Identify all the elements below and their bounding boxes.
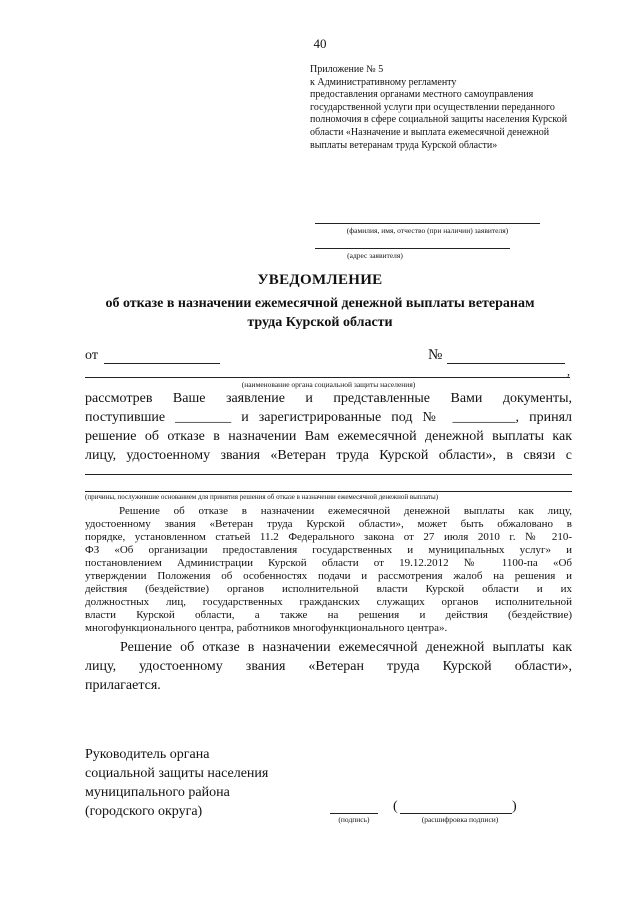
- appeal-line: власти Курской области, а также на решения и действия (бездействие): [85, 609, 572, 621]
- applicant-name-line[interactable]: [315, 223, 540, 224]
- org-field-line[interactable]: [85, 377, 570, 378]
- body-line: решение об отказе в назначении Вам ежемесячной денежной выплаты как: [85, 429, 572, 444]
- document-title: УВЕДОМЛЕНИЕ: [257, 272, 383, 288]
- body-line: Решение об отказе в назначении ежемесячной денежной выплаты как: [120, 640, 572, 655]
- from-field-line[interactable]: [104, 363, 220, 364]
- document-subtitle-line2: труда Курской области: [247, 315, 393, 330]
- signature-line: Руководитель органа: [85, 747, 210, 762]
- signature-line: социальной защиты населения: [85, 766, 269, 781]
- signature-title: [85, 745, 268, 821]
- decode-caption: (расшифровка подписи): [421, 815, 499, 824]
- appeal-line: постановлением Администрации Курской области от 19.12.2012 № 1100-па «Об: [85, 557, 572, 569]
- appeal-line: порядке, установленном статьей 11.2 Федерального закона от 27 июля 2010 г. № 210-: [85, 531, 572, 543]
- appeal-line: многофункционального центра, работников многофункционального центра».: [85, 622, 448, 634]
- body-line: лицу, удостоенному звания «Ветеран труда Курской области»,: [85, 659, 572, 674]
- signature-line: (городского округа): [85, 804, 203, 819]
- appeal-paragraph: [85, 505, 572, 635]
- appendix-line: Приложение № 5: [310, 64, 384, 75]
- decode-field-line[interactable]: [400, 813, 512, 814]
- appeal-line: ФЗ «Об организации предоставления государственных и муниципальных услуг» и: [85, 544, 572, 556]
- appeal-line: действия (бездействие) органов исполнительной власти Курской области и их: [85, 583, 572, 595]
- appeal-line: утверждении Положения об особенностях подачи и рассмотрения жалоб на решения и: [85, 570, 572, 582]
- appendix-line: области «Назначение и выплата ежемесячной денежной: [310, 126, 550, 138]
- appendix-line: выплаты ветеранам труда Курской области»: [310, 139, 498, 151]
- signature-field-line[interactable]: [330, 813, 378, 814]
- applicant-address-caption: (адрес заявителя): [347, 251, 403, 260]
- document-page: 40 Приложение № 5 к Административному регламенту предоставления органами местного самоуправления государственной услуги при осуществлении переданного полномочия в сфере социальной защиты населения Курской области «Назначение и выплата ежемесячной денежной выплаты ветеранам труда Курской области» (фамилия, имя, отчество (при наличии) заявителя) (адрес заявителя) УВЕДОМЛЕНИЕ об отказе в назначении ежемесячной денежной выплаты ветеранам труда Курской области от № , (наименование органа социальной защиты населения) рассмотрев Ваше заявление и представленные Вами документы, поступившие ________ и зарегистрированные под № _________, принял решение об отказе в назначении Вам ежемесячной денежной выплаты как лицу, удостоенному звания «Ветеран труда Курской области», в связи с (причины, послужившие основанием для принятия решения об отказе в назначении ежемесячной денежной выплаты) Решение об отказе в назначении ежемесячной денежной выплаты как лицу, удостоенному звания «Ветеран труда Курской области», может быть обжаловано в порядке, установленном статьей 11.2 Федерального закона от 27 июля 2010 г. № 210- ФЗ «Об организации предоставления государственных и муниципальных услуг» и постановлением Администрации Курской области от 19.12.2012 № 1100-па «Об утверждении Положения об особенностях подачи и рассмотрения жалоб на решения и действия (бездействие) органов исполнительной власти Курской области и их должностных лиц, государственных гражданских служащих органов исполнительной власти Курской области, а также на решения и действия (бездействие) многофункционального центра, работников многофункционального центра». Решение об отказе в назначении ежемесячной денежной выплаты как лицу, удостоенному звания «Ветеран труда Курской области», прилагается. Руководитель органа социальной защиты населения муниципального района (городского округа) (подпись) ( ) (расшифровка подписи): [0, 0, 640, 905]
- page-number: 40: [313, 36, 327, 51]
- reasons-line[interactable]: [85, 491, 572, 492]
- body-line: рассмотрев Ваше заявление и представленные Вами документы,: [85, 391, 572, 406]
- appendix-line: к Административному регламенту: [310, 76, 457, 88]
- org-caption: (наименование органа социальной защиты населения): [241, 380, 416, 389]
- body-line: поступившие ________ и зарегистрированные под № _________, принял: [85, 410, 572, 425]
- from-label: от: [85, 348, 98, 363]
- appeal-line: должностных лиц, государственных гражданских служащих органов исполнительной: [85, 596, 572, 608]
- reasons-line[interactable]: [85, 474, 572, 475]
- signature-line: муниципального района: [85, 785, 230, 800]
- appendix-block: [310, 64, 610, 152]
- body-line: прилагается.: [85, 678, 161, 693]
- appeal-line: удостоенному звания «Ветеран труда Курской области», может быть обжаловано в: [85, 518, 572, 530]
- body-line: лицу, удостоенному звания «Ветеран труда Курской области», в связи с: [85, 448, 572, 463]
- appendix-line: государственной услуги при осуществлении переданного: [310, 101, 555, 113]
- appendix-line: предоставления органами местного самоуправления: [310, 89, 534, 101]
- appeal-line: Решение об отказе в назначении ежемесячной денежной выплаты как лицу,: [119, 505, 572, 517]
- number-field-line[interactable]: [447, 363, 565, 364]
- document-subtitle-line1: об отказе в назначении ежемесячной денежной выплаты ветеранам: [105, 296, 535, 311]
- decode-paren-close: ): [512, 799, 517, 814]
- appendix-line: полномочия в сфере социальной защиты населения Курской: [310, 114, 568, 126]
- reasons-caption: (причины, послужившие основанием для принятия решения об отказе в назначении ежемесячной денежной выплаты): [85, 493, 439, 501]
- signature-caption: (подпись): [338, 815, 370, 824]
- applicant-address-line[interactable]: [315, 248, 510, 249]
- decode-paren-open: (: [393, 799, 398, 814]
- applicant-name-caption: (фамилия, имя, отчество (при наличии) заявителя): [346, 226, 509, 235]
- number-label: №: [428, 347, 443, 363]
